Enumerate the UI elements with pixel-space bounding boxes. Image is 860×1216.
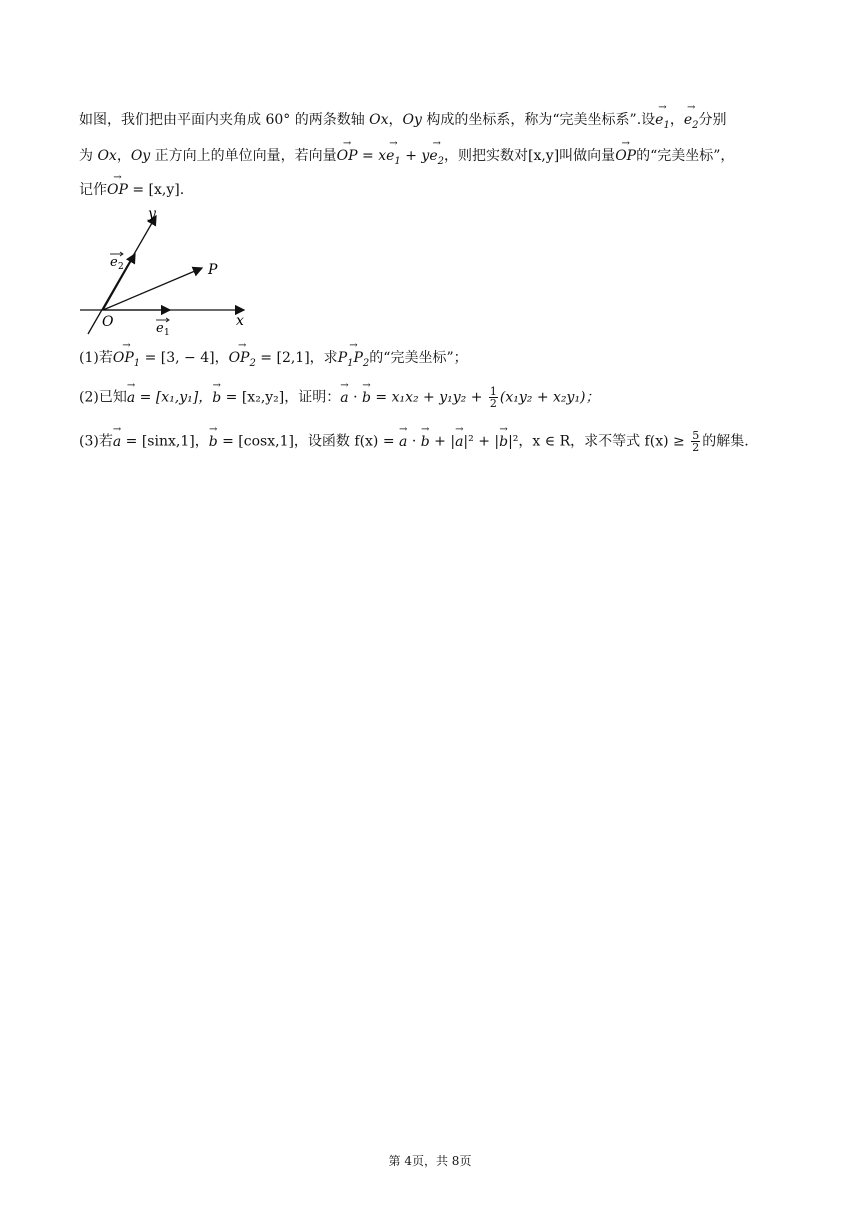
vector-a: a → bbox=[399, 432, 407, 452]
y-axis bbox=[88, 216, 156, 334]
coordinate-figure bbox=[78, 200, 268, 340]
vector-a: a → bbox=[340, 388, 348, 408]
label-e1 bbox=[156, 318, 170, 338]
equation-part: + | bbox=[429, 433, 456, 450]
question-text: 的解集. bbox=[702, 433, 749, 450]
question-number: (1)若 bbox=[79, 350, 113, 366]
intro-text: 记作 bbox=[79, 182, 107, 198]
intro-text: 为 bbox=[79, 148, 98, 164]
vector-a: a → bbox=[113, 432, 121, 452]
vector-b: b → bbox=[209, 432, 218, 452]
vector-e2: $e_2$ → bbox=[684, 110, 699, 136]
vector-op2: $OP_2$ → bbox=[229, 348, 256, 374]
equation-part: + y bbox=[400, 148, 430, 164]
equation-part: = [3, − 4]， bbox=[140, 350, 229, 366]
intro-text: ，则把实数对[x,y]叫做向量 bbox=[444, 148, 616, 164]
label-p: P bbox=[208, 262, 218, 278]
fraction-five-halves: $\frac{5}{2}$ bbox=[692, 429, 700, 454]
intro-text: 如图，我们把由平面内夹角成 60° 的两条数轴 bbox=[79, 112, 370, 128]
intro-text: 的“完美坐标”， bbox=[636, 148, 735, 164]
label-e2 bbox=[110, 252, 124, 272]
intro-text: = [x,y]. bbox=[127, 182, 185, 198]
axis-oy: Oy bbox=[402, 112, 422, 128]
axis-ox: Ox bbox=[369, 112, 389, 128]
vector-op1: $OP_1$ → bbox=[113, 348, 140, 374]
equation-part: = x₁x₂ + y₁y₂ + bbox=[370, 389, 487, 406]
vector-op: OP → bbox=[337, 146, 358, 166]
separator: ， bbox=[669, 112, 684, 128]
question-number: (3)若 bbox=[79, 433, 113, 450]
svg-text:e: e bbox=[110, 255, 118, 270]
vector-b: b → bbox=[499, 432, 508, 452]
intro-text: 正方向上的单位向量，若向量 bbox=[150, 148, 337, 164]
vector-op: OP → bbox=[615, 146, 636, 166]
vector-a: a → bbox=[127, 388, 135, 408]
vector-p1p2: $P_1P_2$ → bbox=[338, 348, 370, 374]
intro-text: 分别 bbox=[698, 112, 727, 128]
question-number: (2)已知 bbox=[79, 389, 127, 406]
question-text: 的“完美坐标”； bbox=[369, 350, 468, 366]
vector-e1: $e_1$ → bbox=[386, 146, 401, 172]
vector-e1: $e_1$ → bbox=[655, 110, 670, 136]
equation-part: = [cosx,1]，设函数 f(x) = bbox=[217, 433, 400, 450]
equation-part: |² + | bbox=[463, 433, 500, 450]
equation-part: = [x₂,y₂]，证明： bbox=[221, 389, 341, 406]
axis-ox: Ox bbox=[97, 148, 117, 164]
svg-text:2: 2 bbox=[118, 262, 124, 272]
equation-part: = [sinx,1]， bbox=[121, 433, 209, 450]
question-3 bbox=[79, 430, 749, 453]
question-1 bbox=[79, 348, 468, 374]
intro-text: 构成的坐标系，称为“完美坐标系”.设 bbox=[421, 112, 656, 128]
fraction-one-half: $\frac{1}{2}$ bbox=[489, 385, 497, 410]
axis-oy: Oy bbox=[130, 148, 151, 164]
intro-line-1 bbox=[79, 110, 727, 136]
equation-part: = [x₁,y₁]， bbox=[135, 389, 213, 406]
dot-operator: · bbox=[348, 389, 362, 406]
vector-b: b → bbox=[212, 388, 221, 408]
equation-part: = x bbox=[357, 148, 387, 164]
vector-b: b → bbox=[362, 388, 371, 408]
equation-part: = [2,1]，求 bbox=[255, 350, 338, 366]
svg-text:1: 1 bbox=[164, 328, 170, 338]
vector-a: a → bbox=[455, 432, 463, 452]
intro-line-3 bbox=[79, 180, 184, 200]
equation-part: (x₁y₂ + x₂y₁)； bbox=[499, 389, 600, 406]
separator: ， bbox=[116, 148, 131, 164]
vector-op: OP → bbox=[107, 180, 128, 200]
separator: ， bbox=[388, 112, 403, 128]
vector-e2: $e_2$ → bbox=[429, 146, 444, 172]
label-x: x bbox=[236, 313, 244, 329]
svg-text:e: e bbox=[156, 321, 164, 336]
coordinate-diagram bbox=[78, 200, 268, 340]
question-2 bbox=[79, 386, 600, 409]
intro-line-2 bbox=[79, 146, 734, 172]
vector-b: b → bbox=[421, 432, 430, 452]
label-y: y bbox=[148, 206, 156, 222]
op-arrow bbox=[103, 268, 202, 310]
page-footer: 第 4页，共 8页 bbox=[388, 1154, 472, 1168]
equation-part: |²，x ∈ R，求不等式 f(x) ≥ bbox=[508, 433, 690, 450]
dot-operator: · bbox=[407, 433, 421, 450]
label-o: O bbox=[102, 314, 114, 330]
